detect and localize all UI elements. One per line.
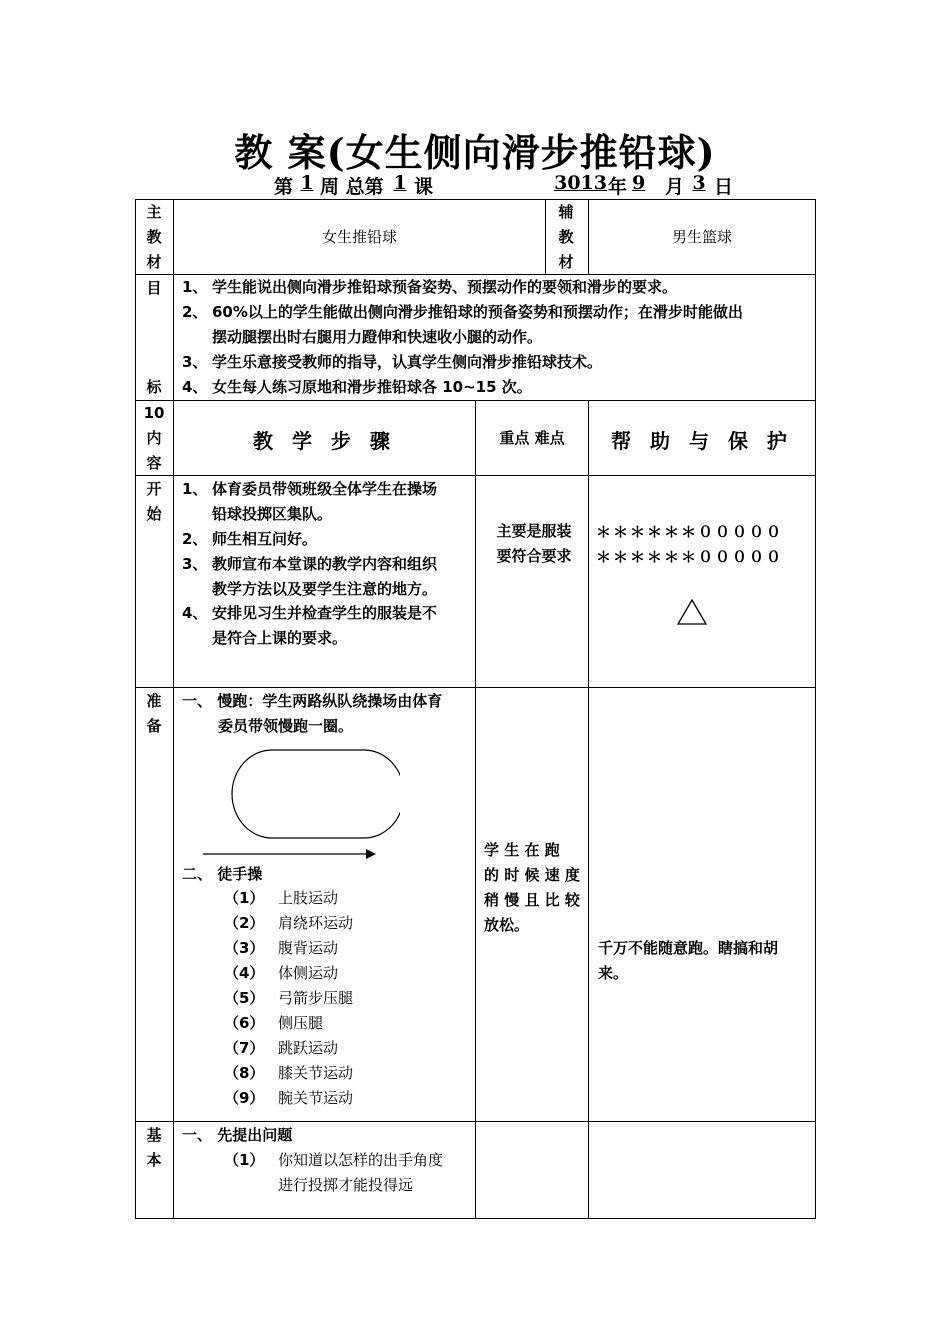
- document-title: 教 案(女生侧向滑步推铅球): [234, 130, 716, 175]
- start-step: 4、 安排见习生并检查学生的服装是不 是符合上课的要求。: [182, 604, 438, 647]
- question-item: （1） 你知道以怎样的出手角度 进行投掷才能投得远: [224, 1151, 444, 1194]
- question-title: 一、 先提出问题: [182, 1126, 293, 1144]
- formation-row: ＊＊＊＊＊＊０００００: [596, 523, 784, 541]
- teaching-steps-heading: 教 学 步 骤: [253, 429, 396, 453]
- date-day-label: 日: [714, 176, 734, 198]
- week-mid: 周 总第: [320, 176, 384, 198]
- lesson-number: 1: [393, 172, 407, 194]
- date-year: 3013: [554, 172, 607, 194]
- start-section-label: 开 始: [146, 480, 162, 523]
- key-points-heading: 重点 难点: [499, 429, 565, 447]
- date-day: 3: [692, 172, 706, 194]
- formation-row: ＊＊＊＊＊＊０００００: [596, 548, 784, 566]
- aux-material-label: 辅 教 材: [558, 203, 574, 271]
- start-step: 3、 教师宣布本堂课的教学内容和组织 教学方法以及要学生注意的地方。: [182, 555, 438, 598]
- teacher-triangle-icon: [676, 598, 708, 626]
- week-prefix: 第: [274, 176, 294, 198]
- prep-key-point: 学 生 在 跑 的 时 候 速 度 稍 慢 且 比 较 放松。: [484, 841, 580, 934]
- jog-instruction: 一、 慢跑：学生两路纵队绕操场由体育 委员带领慢跑一圈。: [182, 692, 443, 735]
- date-year-label: 年: [608, 176, 628, 198]
- start-step: 1、 体育委员带领班级全体学生在操场 铅球投掷区集队。: [182, 480, 438, 523]
- prep-safety-note: 千万不能随意跑。瞎搞和胡 来。: [598, 939, 779, 982]
- date-month-label: 月: [665, 176, 685, 198]
- main-material-value: 女生推铅球: [321, 228, 397, 246]
- date-month: 9: [632, 172, 646, 194]
- prep-section-label: 准 备: [146, 692, 162, 735]
- lesson-info-line: [0, 172, 950, 200]
- lesson-suffix: 课: [414, 176, 434, 198]
- exercise-title: 二、 徒手操: [182, 865, 263, 883]
- goals-label-bottom: 标: [146, 378, 162, 396]
- running-track-shape: [232, 750, 400, 838]
- direction-arrow-icon: [200, 846, 380, 862]
- help-protect-heading: 帮 助 与 保 护: [611, 429, 793, 453]
- duration-content-label: 10 内 容: [143, 404, 165, 472]
- aux-material-value: 男生篮球: [671, 228, 732, 246]
- start-key-point: 主要是服装 要符合要求: [496, 522, 572, 565]
- goals-label-top: 目: [146, 279, 162, 297]
- main-material-label: 主 教 材: [146, 203, 162, 271]
- week-number: 1: [300, 172, 314, 194]
- basic-section-label: 基 本: [146, 1126, 162, 1169]
